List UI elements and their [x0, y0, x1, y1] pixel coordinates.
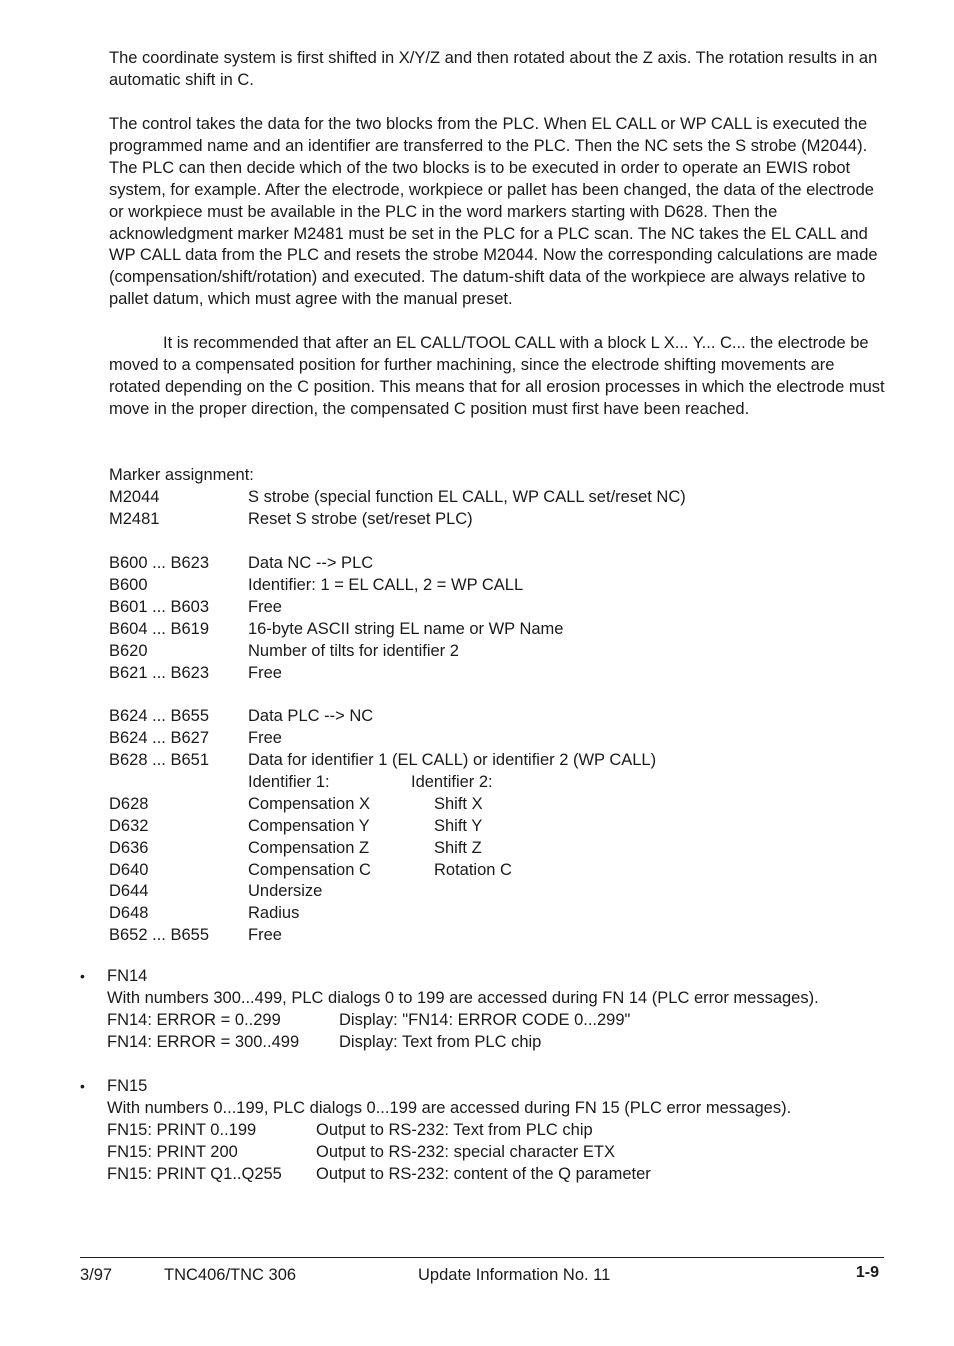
fn14-command: FN14: ERROR = 0..299 [107, 1011, 281, 1029]
byte-desc: Free [248, 664, 282, 682]
fn14-result: Display: "FN14: ERROR CODE 0...299" [339, 1011, 631, 1029]
word-marker-code: D636 [109, 839, 149, 857]
byte-range: B624 ... B627 [109, 729, 209, 747]
identifier-1-value: Undersize [248, 882, 323, 900]
identifier-1-value: Compensation C [248, 861, 371, 879]
bullet-icon: • [80, 968, 85, 984]
word-marker-code: D632 [109, 817, 149, 835]
fn14-description: With numbers 300...499, PLC dialogs 0 to 199 are accessed during FN 14 (PLC error messages). [107, 989, 819, 1007]
byte-range: B621 ... B623 [109, 664, 209, 682]
fn14-result: Display: Text from PLC chip [339, 1033, 542, 1051]
word-marker-code: D628 [109, 795, 149, 813]
fn15-result: Output to RS-232: Text from PLC chip [316, 1121, 593, 1139]
marker-code: M2481 [109, 510, 160, 528]
word-marker-code: B652 ... B655 [109, 926, 209, 944]
fn14-title: FN14 [107, 967, 148, 985]
byte-desc: Free [248, 598, 282, 616]
marker-desc: S strobe (special function EL CALL, WP CALL set/reset NC) [248, 488, 686, 506]
recommendation-paragraph: It is recommended that after an EL CALL/TOOL CALL with a block L X... Y... C... the electrode be moved to a compensated position for further machining, since the electrode shifting movements are rotated depending on the C position. This means that for all erosion processes in which the electrode must move in the proper direction, the compensated C position must first have been reached. [109, 334, 885, 418]
fn15-command: FN15: PRINT 200 [107, 1143, 238, 1161]
byte-desc: Data PLC --> NC [248, 707, 374, 725]
byte-range: B624 ... B655 [109, 707, 209, 725]
identifier-2-value: Shift Z [434, 839, 482, 857]
identifier-2-header: Identifier 2: [411, 773, 493, 791]
identifier-1-value: Compensation Z [248, 839, 370, 857]
byte-desc: Number of tilts for identifier 2 [248, 642, 459, 660]
word-marker-code: D648 [109, 904, 149, 922]
byte-range: B604 ... B619 [109, 620, 209, 638]
footer-divider [80, 1257, 884, 1258]
fn15-result: Output to RS-232: content of the Q parameter [316, 1165, 651, 1183]
footer-product: TNC406/TNC 306 [164, 1266, 297, 1284]
identifier-1-value: Compensation X [248, 795, 370, 813]
byte-desc: Identifier: 1 = EL CALL, 2 = WP CALL [248, 576, 524, 594]
identifier-1-value: Compensation Y [248, 817, 370, 835]
identifier-2-value: Rotation C [434, 861, 512, 879]
intro-paragraph: The coordinate system is first shifted in X/Y/Z and then rotated about the Z axis. The rotation results in an automatic shift in C. [109, 49, 878, 89]
word-marker-code: D644 [109, 882, 149, 900]
byte-desc: Data for identifier 1 (EL CALL) or identifier 2 (WP CALL) [248, 751, 657, 769]
fn15-command: FN15: PRINT 0..199 [107, 1121, 257, 1139]
page-number: 1-9 [855, 1264, 879, 1281]
word-marker-code: D640 [109, 861, 149, 879]
marker-desc: Reset S strobe (set/reset PLC) [248, 510, 473, 528]
identifier-1-value: Free [248, 926, 282, 944]
identifier-1-header: Identifier 1: [248, 773, 330, 791]
byte-range: B600 ... B623 [109, 554, 209, 572]
bullet-icon: • [80, 1078, 85, 1094]
identifier-2-value: Shift X [434, 795, 483, 813]
byte-desc: 16-byte ASCII string EL name or WP Name [248, 620, 564, 638]
marker-code: M2044 [109, 488, 160, 506]
byte-range: B601 ... B603 [109, 598, 209, 616]
byte-desc: Data NC --> PLC [248, 554, 374, 572]
byte-range: B628 ... B651 [109, 751, 209, 769]
fn15-result: Output to RS-232: special character ETX [316, 1143, 615, 1161]
byte-range: B620 [109, 642, 148, 660]
byte-desc: Free [248, 729, 282, 747]
fn15-command: FN15: PRINT Q1..Q255 [107, 1165, 282, 1183]
identifier-1-value: Radius [248, 904, 300, 922]
footer-title: Update Information No. 11 [418, 1266, 611, 1284]
fn15-title: FN15 [107, 1077, 148, 1095]
plc-data-paragraph: The control takes the data for the two blocks from the PLC. When EL CALL or WP CALL is executed the programmed name and an identifier are transferred to the PLC. Then the NC sets the S strobe (M2044). The PLC can then decide which of the two blocks is to be executed in order to operate an EWIS robot system, for example. After the electrode, workpiece or pallet has been changed, the data of the electrode or workpiece must be available in the PLC in the word markers starting with D628. Then the acknowledgment marker M2481 must be set in the PLC for a PLC scan. The NC takes the EL CALL and WP CALL data from the PLC and resets the strobe M2044. Now the corresponding calculations are made (compensation/shift/rotation) and executed. The datum-shift data of the workpiece are always relative to pallet datum, which must agree with the manual preset. [109, 115, 878, 309]
byte-range: B600 [109, 576, 148, 594]
marker-heading-text: Marker assignment: [109, 466, 254, 484]
fn15-description: With numbers 0...199, PLC dialogs 0...199 are accessed during FN 15 (PLC error messages). [107, 1099, 792, 1117]
footer-date: 3/97 [80, 1266, 113, 1284]
identifier-2-value: Shift Y [434, 817, 483, 835]
fn14-command: FN14: ERROR = 300..499 [107, 1033, 300, 1051]
